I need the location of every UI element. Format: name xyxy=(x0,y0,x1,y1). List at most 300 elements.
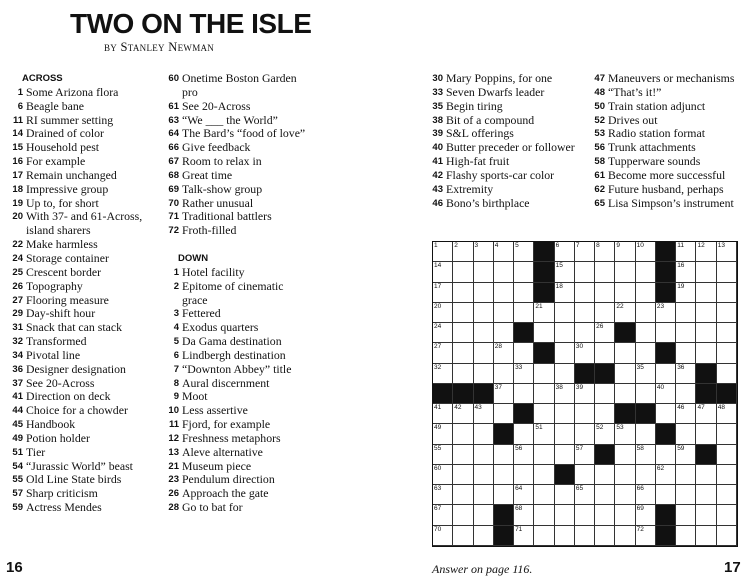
grid-cell[interactable] xyxy=(595,262,615,282)
grid-cell[interactable] xyxy=(636,424,656,444)
grid-cell[interactable] xyxy=(575,323,595,343)
clue-text: The Bard’s “food of love” xyxy=(182,126,306,141)
clue-text: Impressive group xyxy=(26,181,109,196)
grid-cell[interactable] xyxy=(636,505,656,525)
grid-cell[interactable] xyxy=(514,303,534,323)
grid-cell[interactable] xyxy=(575,485,595,505)
grid-cell[interactable] xyxy=(615,384,635,404)
clue-number: 70 xyxy=(168,197,179,209)
clue-number: 16 xyxy=(12,156,23,168)
clue-number: 50 xyxy=(594,100,605,112)
cell-number: 56 xyxy=(515,444,523,452)
grid-cell[interactable] xyxy=(433,303,453,323)
clue-number: 1 xyxy=(173,266,179,278)
clue-text: Lisa Simpson’s instrument xyxy=(608,195,734,210)
cell-number: 65 xyxy=(575,485,584,493)
cell-number: 12 xyxy=(697,242,705,249)
grid-cell[interactable] xyxy=(717,323,737,343)
down-clue xyxy=(160,377,310,391)
clue-text: Seven Dwarfs leader xyxy=(446,84,545,99)
grid-cell[interactable] xyxy=(615,445,635,465)
across-clue xyxy=(4,418,164,432)
grid-cell[interactable] xyxy=(676,465,696,485)
clue-text: With 37- and 61-Across, island sharers xyxy=(26,209,143,238)
grid-cell[interactable] xyxy=(575,445,595,465)
grid-cell[interactable] xyxy=(717,526,737,546)
grid-cell[interactable] xyxy=(696,323,716,343)
grid-cell[interactable] xyxy=(676,242,696,262)
grid-cell[interactable] xyxy=(636,384,656,404)
grid-cell[interactable] xyxy=(474,283,494,303)
grid-cell[interactable] xyxy=(636,262,656,282)
grid-black-cell xyxy=(555,465,575,485)
grid-cell[interactable] xyxy=(676,526,696,546)
clue-number: 48 xyxy=(594,86,605,98)
cell-number: 60 xyxy=(434,464,442,472)
grid-cell[interactable] xyxy=(474,404,494,424)
grid-cell[interactable] xyxy=(575,242,595,262)
grid-cell[interactable] xyxy=(575,303,595,323)
grid-cell[interactable] xyxy=(696,505,716,525)
grid-cell[interactable] xyxy=(555,283,575,303)
grid-cell[interactable] xyxy=(555,404,575,424)
grid-cell[interactable] xyxy=(433,404,453,424)
grid-cell[interactable] xyxy=(494,303,514,323)
clue-text: Onetime Boston Garden pro xyxy=(182,71,297,99)
grid-cell[interactable] xyxy=(433,242,453,262)
grid-cell[interactable] xyxy=(615,242,635,262)
grid-cell[interactable] xyxy=(676,505,696,525)
grid-cell[interactable] xyxy=(534,465,554,485)
clue-number: 11 xyxy=(12,114,23,126)
grid-cell[interactable] xyxy=(676,364,696,384)
grid-cell[interactable] xyxy=(615,505,635,525)
crossword-grid xyxy=(432,241,738,547)
clue-text: Moot xyxy=(182,389,208,404)
clue-text: Tupperware sounds xyxy=(608,154,701,169)
grid-cell[interactable] xyxy=(575,404,595,424)
grid-cell[interactable] xyxy=(474,505,494,525)
grid-cell[interactable] xyxy=(433,445,453,465)
grid-cell[interactable] xyxy=(453,526,473,546)
down-clue xyxy=(160,473,310,487)
grid-cell[interactable] xyxy=(494,384,514,404)
grid-cell[interactable] xyxy=(514,465,534,485)
down-clue xyxy=(586,155,746,169)
grid-cell[interactable] xyxy=(696,404,716,424)
grid-cell[interactable] xyxy=(717,343,737,363)
grid-cell[interactable] xyxy=(636,485,656,505)
grid-cell[interactable] xyxy=(534,303,554,323)
grid-cell[interactable] xyxy=(453,323,473,343)
grid-cell[interactable] xyxy=(555,262,575,282)
clue-text: Tier xyxy=(26,444,46,459)
grid-cell[interactable] xyxy=(615,303,635,323)
grid-cell[interactable] xyxy=(494,283,514,303)
grid-cell[interactable] xyxy=(474,343,494,363)
grid-cell[interactable] xyxy=(615,424,635,444)
grid-cell[interactable] xyxy=(615,343,635,363)
grid-black-cell xyxy=(494,526,514,546)
clue-text: Some Arizona flora xyxy=(26,84,119,99)
grid-cell[interactable] xyxy=(595,485,615,505)
grid-cell[interactable] xyxy=(534,404,554,424)
cell-number: 37 xyxy=(494,383,503,391)
grid-cell[interactable] xyxy=(595,526,615,546)
grid-cell[interactable] xyxy=(453,445,473,465)
cell-number: 24 xyxy=(434,323,442,331)
down-clue xyxy=(424,183,594,197)
grid-cell[interactable] xyxy=(514,364,534,384)
grid-cell[interactable] xyxy=(494,404,514,424)
cell-number: 17 xyxy=(434,282,442,290)
grid-cell[interactable] xyxy=(615,465,635,485)
cell-number: 62 xyxy=(656,464,665,472)
grid-cell[interactable] xyxy=(636,364,656,384)
grid-cell[interactable] xyxy=(656,445,676,465)
grid-cell[interactable] xyxy=(534,424,554,444)
grid-cell[interactable] xyxy=(636,343,656,363)
grid-cell[interactable] xyxy=(453,242,473,262)
across-clue xyxy=(4,280,164,294)
clue-number: 43 xyxy=(432,183,443,195)
grid-cell[interactable] xyxy=(696,526,716,546)
grid-cell[interactable] xyxy=(656,303,676,323)
grid-cell[interactable] xyxy=(433,343,453,363)
grid-cell[interactable] xyxy=(514,343,534,363)
grid-cell[interactable] xyxy=(717,404,737,424)
grid-cell[interactable] xyxy=(433,505,453,525)
clue-text: Begin tiring xyxy=(446,98,503,113)
clue-number: 55 xyxy=(12,474,23,486)
clue-number: 27 xyxy=(12,294,23,306)
grid-cell[interactable] xyxy=(555,424,575,444)
grid-cell[interactable] xyxy=(636,303,656,323)
grid-cell[interactable] xyxy=(717,242,737,262)
clue-number: 41 xyxy=(432,156,443,168)
clue-number: 58 xyxy=(594,156,605,168)
grid-cell[interactable] xyxy=(676,343,696,363)
grid-cell[interactable] xyxy=(575,465,595,485)
grid-cell[interactable] xyxy=(636,526,656,546)
grid-cell[interactable] xyxy=(595,505,615,525)
grid-cell[interactable] xyxy=(696,262,716,282)
grid-cell[interactable] xyxy=(555,364,575,384)
grid-cell[interactable] xyxy=(555,343,575,363)
grid-cell[interactable] xyxy=(595,465,615,485)
grid-cell[interactable] xyxy=(595,242,615,262)
grid-cell[interactable] xyxy=(636,445,656,465)
cell-number: 38 xyxy=(555,383,563,391)
clue-text: Aleve alternative xyxy=(182,444,263,459)
grid-cell[interactable] xyxy=(534,485,554,505)
grid-cell[interactable] xyxy=(615,262,635,282)
grid-cell[interactable] xyxy=(575,384,595,404)
grid-cell[interactable] xyxy=(656,465,676,485)
grid-cell[interactable] xyxy=(615,485,635,505)
clue-text: Designer designation xyxy=(26,361,126,376)
grid-cell[interactable] xyxy=(717,262,737,282)
cell-number: 10 xyxy=(636,242,644,249)
cell-number: 46 xyxy=(677,404,685,412)
clue-number: 69 xyxy=(168,183,179,195)
grid-cell[interactable] xyxy=(656,404,676,424)
grid-cell[interactable] xyxy=(656,384,676,404)
grid-cell[interactable] xyxy=(474,526,494,546)
grid-cell[interactable] xyxy=(555,242,575,262)
down-clue xyxy=(424,127,594,141)
grid-cell[interactable] xyxy=(474,465,494,485)
across-clue xyxy=(4,127,164,141)
across-clue xyxy=(160,141,310,155)
clue-number: 60 xyxy=(168,73,179,84)
grid-cell[interactable] xyxy=(534,505,554,525)
clue-text: Give feedback xyxy=(182,140,251,155)
down-clue xyxy=(160,390,310,404)
cell-number: 53 xyxy=(616,424,624,432)
grid-cell[interactable] xyxy=(555,445,575,465)
across-clue xyxy=(4,266,164,280)
cell-number: 5 xyxy=(515,242,519,249)
grid-cell[interactable] xyxy=(453,283,473,303)
grid-cell[interactable] xyxy=(474,262,494,282)
grid-cell[interactable] xyxy=(676,303,696,323)
grid-cell[interactable] xyxy=(514,424,534,444)
grid-cell[interactable] xyxy=(514,384,534,404)
grid-cell[interactable] xyxy=(636,283,656,303)
clue-number: 9 xyxy=(173,391,179,403)
grid-cell[interactable] xyxy=(717,445,737,465)
grid-cell[interactable] xyxy=(474,242,494,262)
grid-black-cell xyxy=(595,364,615,384)
grid-cell[interactable] xyxy=(595,283,615,303)
across-clue xyxy=(4,404,164,418)
grid-cell[interactable] xyxy=(433,323,453,343)
grid-cell[interactable] xyxy=(676,424,696,444)
grid-cell[interactable] xyxy=(494,242,514,262)
grid-cell[interactable] xyxy=(676,262,696,282)
grid-cell[interactable] xyxy=(595,343,615,363)
grid-cell[interactable] xyxy=(494,343,514,363)
clue-text: “That’s it!” xyxy=(608,84,662,99)
cell-number: 55 xyxy=(434,444,442,452)
grid-cell[interactable] xyxy=(615,283,635,303)
grid-cell[interactable] xyxy=(453,364,473,384)
cell-number: 51 xyxy=(535,424,543,432)
grid-cell[interactable] xyxy=(717,283,737,303)
clue-number: 71 xyxy=(168,211,179,223)
clue-column-3 xyxy=(424,72,594,210)
grid-cell[interactable] xyxy=(656,364,676,384)
grid-cell[interactable] xyxy=(534,526,554,546)
grid-cell[interactable] xyxy=(676,384,696,404)
clue-text: Flooring measure xyxy=(26,292,109,307)
grid-cell[interactable] xyxy=(474,303,494,323)
grid-cell[interactable] xyxy=(433,283,453,303)
grid-cell[interactable] xyxy=(474,445,494,465)
clue-text: Maneuvers or mechanisms xyxy=(608,71,735,85)
clue-number: 45 xyxy=(12,419,23,431)
across-clue xyxy=(160,127,310,141)
grid-black-cell xyxy=(656,424,676,444)
grid-cell[interactable] xyxy=(514,505,534,525)
grid-cell[interactable] xyxy=(433,262,453,282)
cell-number: 13 xyxy=(717,242,725,249)
grid-cell[interactable] xyxy=(696,283,716,303)
cell-number: 15 xyxy=(555,262,563,270)
grid-cell[interactable] xyxy=(575,424,595,444)
grid-cell[interactable] xyxy=(595,303,615,323)
cell-number: 21 xyxy=(535,302,543,310)
grid-cell[interactable] xyxy=(717,465,737,485)
grid-cell[interactable] xyxy=(514,526,534,546)
across-clue xyxy=(160,155,310,169)
grid-cell[interactable] xyxy=(555,505,575,525)
grid-cell[interactable] xyxy=(595,384,615,404)
grid-cell[interactable] xyxy=(555,485,575,505)
across-clue xyxy=(4,390,164,404)
clue-text: “Jurassic World” beast xyxy=(26,458,133,473)
cell-number: 59 xyxy=(677,444,685,452)
cell-number: 70 xyxy=(434,525,442,533)
grid-black-cell xyxy=(696,384,716,404)
grid-cell[interactable] xyxy=(433,424,453,444)
grid-cell[interactable] xyxy=(717,505,737,525)
clue-number: 3 xyxy=(173,308,179,320)
grid-cell[interactable] xyxy=(717,364,737,384)
grid-cell[interactable] xyxy=(494,262,514,282)
grid-black-cell xyxy=(474,384,494,404)
grid-cell[interactable] xyxy=(433,465,453,485)
clue-number: 52 xyxy=(594,114,605,126)
clue-number: 12 xyxy=(168,432,179,444)
grid-cell[interactable] xyxy=(534,445,554,465)
grid-cell[interactable] xyxy=(636,465,656,485)
grid-cell[interactable] xyxy=(494,445,514,465)
grid-cell[interactable] xyxy=(656,485,676,505)
grid-cell[interactable] xyxy=(433,485,453,505)
grid-cell[interactable] xyxy=(453,485,473,505)
grid-cell[interactable] xyxy=(656,323,676,343)
grid-cell[interactable] xyxy=(453,303,473,323)
grid-cell[interactable] xyxy=(636,323,656,343)
grid-black-cell xyxy=(595,445,615,465)
clue-text: For example xyxy=(26,154,86,169)
across-clue xyxy=(4,86,164,100)
grid-cell[interactable] xyxy=(433,526,453,546)
grid-cell[interactable] xyxy=(676,445,696,465)
grid-cell[interactable] xyxy=(575,343,595,363)
grid-cell[interactable] xyxy=(555,323,575,343)
grid-cell[interactable] xyxy=(514,283,534,303)
clue-number: 29 xyxy=(12,308,23,320)
grid-cell[interactable] xyxy=(534,384,554,404)
grid-cell[interactable] xyxy=(555,303,575,323)
grid-cell[interactable] xyxy=(696,485,716,505)
grid-cell[interactable] xyxy=(453,262,473,282)
grid-cell[interactable] xyxy=(615,526,635,546)
clue-number: 26 xyxy=(168,488,179,500)
grid-cell[interactable] xyxy=(453,424,473,444)
grid-cell[interactable] xyxy=(474,364,494,384)
grid-cell[interactable] xyxy=(534,323,554,343)
grid-cell[interactable] xyxy=(494,364,514,384)
across-clue xyxy=(160,100,310,114)
grid-cell[interactable] xyxy=(453,465,473,485)
grid-cell[interactable] xyxy=(575,283,595,303)
clue-number: 20 xyxy=(12,211,23,223)
grid-cell[interactable] xyxy=(474,485,494,505)
grid-cell[interactable] xyxy=(615,364,635,384)
grid-cell[interactable] xyxy=(514,445,534,465)
grid-cell[interactable] xyxy=(696,242,716,262)
clue-text: Topography xyxy=(26,278,83,293)
clue-number: 36 xyxy=(12,363,23,375)
grid-cell[interactable] xyxy=(595,404,615,424)
grid-cell[interactable] xyxy=(453,404,473,424)
grid-cell[interactable] xyxy=(595,323,615,343)
down-clue xyxy=(160,432,310,446)
grid-cell[interactable] xyxy=(514,485,534,505)
puzzle-byline: by Stanley Newman xyxy=(104,40,215,54)
grid-cell[interactable] xyxy=(676,485,696,505)
grid-cell[interactable] xyxy=(717,424,737,444)
grid-cell[interactable] xyxy=(555,526,575,546)
grid-cell[interactable] xyxy=(474,323,494,343)
clue-text: Bono’s birthplace xyxy=(446,195,530,210)
grid-cell[interactable] xyxy=(453,343,473,363)
across-clue xyxy=(4,252,164,266)
grid-cell[interactable] xyxy=(696,343,716,363)
grid-cell[interactable] xyxy=(514,242,534,262)
grid-cell[interactable] xyxy=(534,364,554,384)
clue-text: Flashy sports-car color xyxy=(446,167,555,182)
grid-cell[interactable] xyxy=(453,505,473,525)
grid-cell[interactable] xyxy=(555,384,575,404)
grid-cell[interactable] xyxy=(717,303,737,323)
answer-note: Answer on page 116. xyxy=(432,562,533,576)
grid-cell[interactable] xyxy=(575,526,595,546)
clue-number: 63 xyxy=(168,114,179,126)
grid-cell[interactable] xyxy=(717,485,737,505)
grid-black-cell xyxy=(575,364,595,384)
grid-cell[interactable] xyxy=(494,323,514,343)
grid-cell[interactable] xyxy=(696,424,716,444)
clue-number: 49 xyxy=(12,432,23,444)
grid-cell[interactable] xyxy=(676,283,696,303)
grid-cell[interactable] xyxy=(433,364,453,384)
grid-cell[interactable] xyxy=(676,323,696,343)
grid-cell[interactable] xyxy=(676,404,696,424)
clue-number: 25 xyxy=(12,266,23,278)
grid-cell[interactable] xyxy=(474,424,494,444)
clue-number: 26 xyxy=(12,280,23,292)
grid-cell[interactable] xyxy=(575,262,595,282)
grid-cell[interactable] xyxy=(595,424,615,444)
clue-number: 10 xyxy=(168,405,179,417)
grid-cell[interactable] xyxy=(636,242,656,262)
grid-cell[interactable] xyxy=(494,485,514,505)
down-clue xyxy=(160,460,310,474)
grid-cell[interactable] xyxy=(696,465,716,485)
across-clue xyxy=(4,321,164,335)
grid-cell[interactable] xyxy=(514,262,534,282)
clue-number: 30 xyxy=(432,73,443,84)
grid-cell[interactable] xyxy=(696,303,716,323)
grid-cell[interactable] xyxy=(575,505,595,525)
grid-cell[interactable] xyxy=(494,465,514,485)
clue-text: Fjord, for example xyxy=(182,417,271,432)
